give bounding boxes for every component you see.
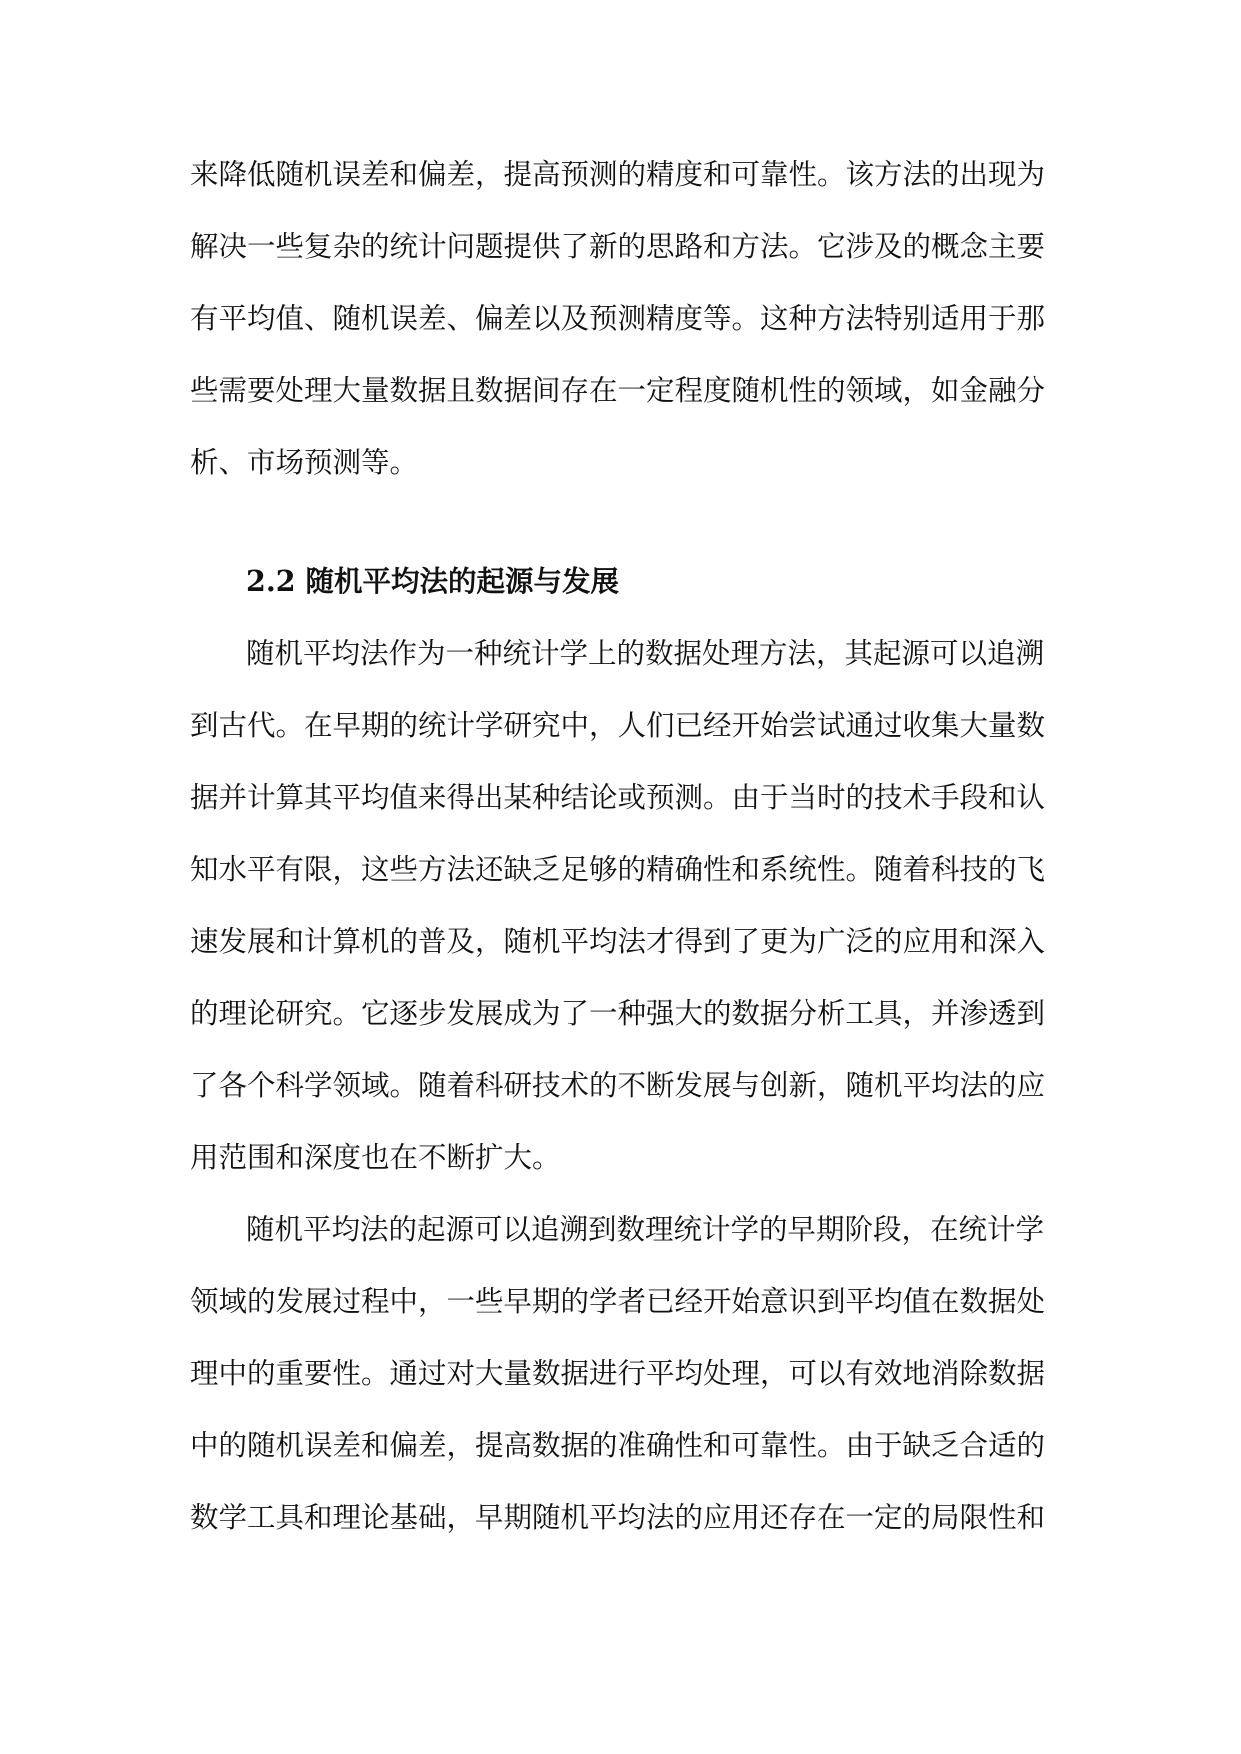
section-number: 2.2 [246, 564, 296, 598]
paragraph-3-line-5: 数学工具和理论基础，早期随机平均法的应用还存在一定的局限性和 [190, 1501, 1046, 1534]
paragraph-1-line-3: 有平均值、随机误差、偏差以及预测精度等。这种方法特别适用于那 [190, 302, 1046, 335]
paragraph-2-line-5: 速发展和计算机的普及，随机平均法才得到了更为广泛的应用和深入 [190, 925, 1046, 958]
paragraph-1-line-1: 来降低随机误差和偏差，提高预测的精度和可靠性。该方法的出现为 [190, 158, 1046, 191]
paragraph-3-line-1: 随机平均法的起源可以追溯到数理统计学的早期阶段，在统计学 [246, 1213, 1045, 1246]
paragraph-2-line-4: 知水平有限，这些方法还缺乏足够的精确性和系统性。随着科技的飞 [190, 853, 1046, 886]
section-title: 随机平均法的起源与发展 [305, 564, 620, 598]
paragraph-3-line-2: 领域的发展过程中，一些早期的学者已经开始意识到平均值在数据处 [190, 1285, 1046, 1318]
paragraph-2-line-6: 的理论研究。它逐步发展成为了一种强大的数据分析工具，并渗透到 [190, 997, 1046, 1030]
paragraph-1-line-2: 解决一些复杂的统计问题提供了新的思路和方法。它涉及的概念主要 [190, 230, 1046, 263]
paragraph-2-line-2: 到古代。在早期的统计学研究中，人们已经开始尝试通过收集大量数 [190, 709, 1046, 742]
paragraph-1-line-5: 析、市场预测等。 [190, 446, 419, 479]
paragraph-2-line-8: 用范围和深度也在不断扩大。 [190, 1141, 561, 1174]
paragraph-2-line-3: 据并计算其平均值来得出某种结论或预测。由于当时的技术手段和认 [190, 781, 1046, 814]
paragraph-2-line-1: 随机平均法作为一种统计学上的数据处理方法，其起源可以追溯 [246, 637, 1045, 670]
paragraph-3-line-4: 中的随机误差和偏差，提高数据的准确性和可靠性。由于缺乏合适的 [190, 1429, 1046, 1462]
section-heading [246, 561, 619, 601]
paragraph-3-line-3: 理中的重要性。通过对大量数据进行平均处理，可以有效地消除数据 [190, 1357, 1046, 1390]
paragraph-1-line-4: 些需要处理大量数据且数据间存在一定程度随机性的领域，如金融分 [190, 374, 1046, 407]
paragraph-2-line-7: 了各个科学领域。随着科研技术的不断发展与创新，随机平均法的应 [190, 1069, 1046, 1102]
